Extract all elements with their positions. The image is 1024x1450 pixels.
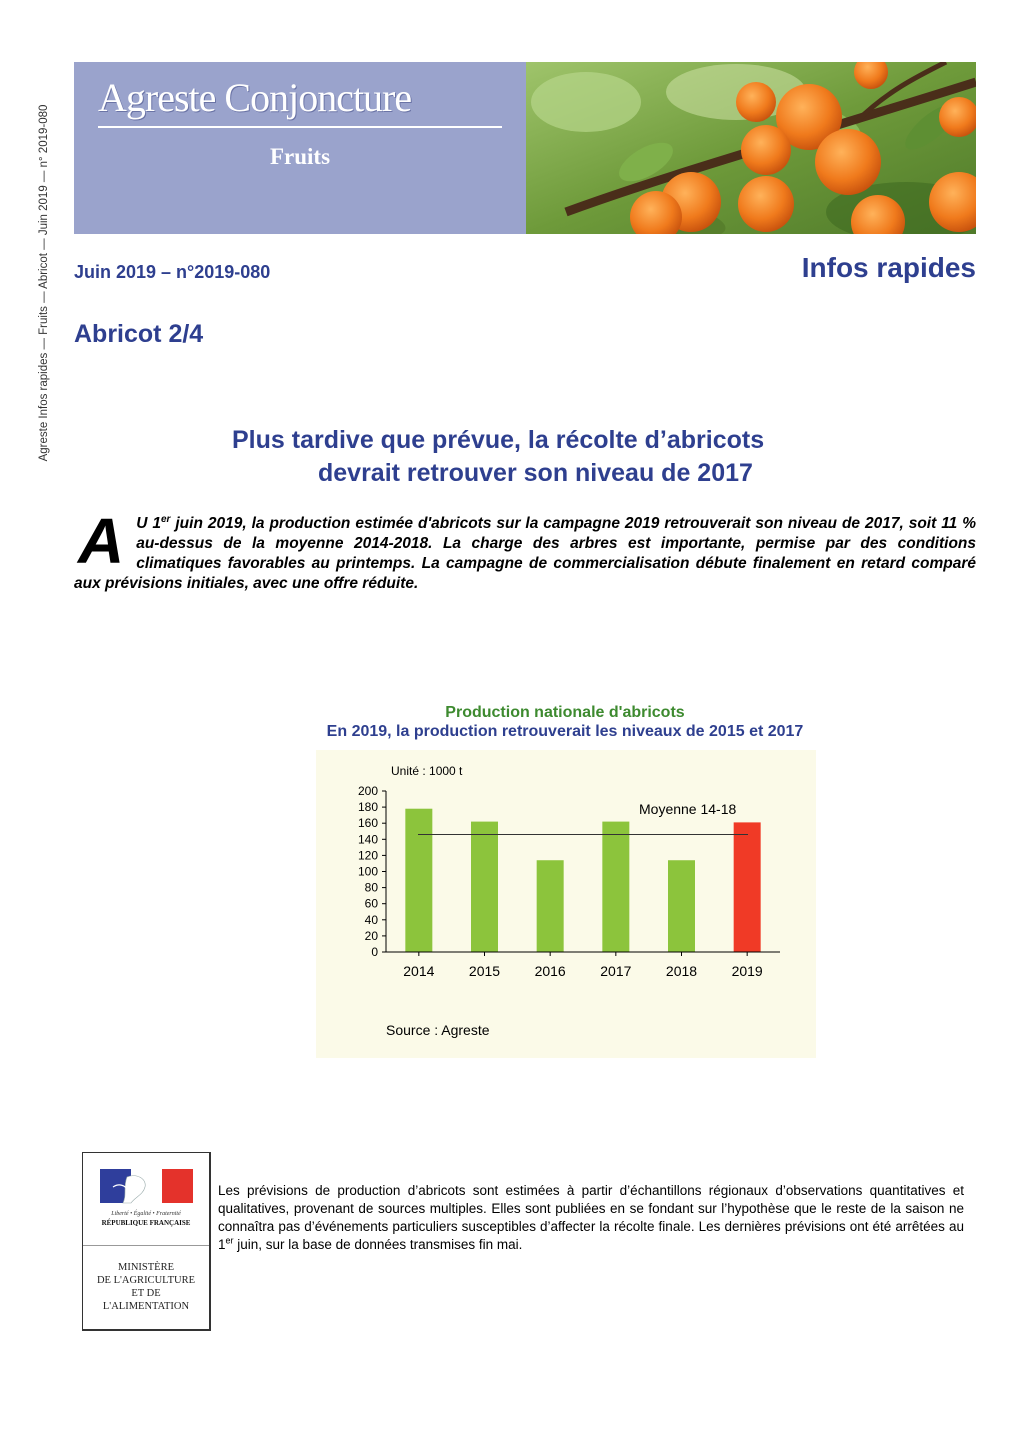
logo-ministry [83,1261,209,1313]
intro-text-start: U 1 [136,515,161,532]
section-title: Abricot 2/4 [74,320,204,348]
chart-x-tick-label: 2017 [600,963,632,979]
apricot-branch-photo [526,62,976,234]
chart-x-tick-label: 2014 [403,963,435,979]
chart-bar [471,822,498,952]
chart-y-tick-label: 80 [364,880,378,895]
logo-ministry-line: L'ALIMENTATION [102,1301,190,1312]
chart-y-tick-label: 20 [364,928,378,943]
intro-text-rest: juin 2019, la production estimée d'abricots sur la campagne 2019 retrouverait son niveau de 2017, soit 11 % au-dessus de la moyenne 2014-2018. La charge des arbres est importante, permise par des conditions climatiques favorables au printemps. La campagne de commercialisation débute finalement en retard comparé aux prévisions initiales, avec une offre réduite. [74,515,976,592]
banner-title-panel [74,62,526,234]
chart-unit-label: Unité : 1000 t [391,764,463,778]
chart-x-tick-label: 2018 [665,963,698,979]
chart-y-tick-label: 140 [357,832,378,847]
brand-logo-text: Agreste Conjoncture [98,75,412,120]
chart-x-tick-label: 2019 [731,963,763,979]
chart-source: Source : Agreste [386,1022,490,1038]
chart-title: Production nationale d'abricots [445,704,685,721]
chart-y-tick-label: 60 [364,896,378,911]
chart-y-tick-label: 40 [364,912,378,927]
chart-y-tick-label: 100 [357,864,378,879]
vertical-margin-label [36,68,52,498]
marianne-flag-icon [83,1153,209,1209]
headline [74,424,976,490]
brand-underline [98,126,502,128]
chart-reference-label: Moyenne 14-18 [639,801,737,817]
chart-canvas [316,750,816,1058]
chart-bar [602,822,629,952]
chart-y-tick-label: 180 [357,800,378,815]
logo-ministry-line: DE L'AGRICULTURE [96,1275,196,1286]
ministry-logo [82,1152,211,1331]
issue-number: Juin 2019 – n°2019-080 [74,262,271,282]
series-label: Infos rapides [801,252,976,283]
logo-republic: RÉPUBLIQUE FRANÇAISE [101,1219,191,1227]
logo-ministry-line: ET DE [131,1288,161,1299]
banner-subtitle: Fruits [269,144,331,169]
intro-paragraph [74,505,976,594]
chart-subtitle: En 2019, la production retrouverait les niveaux de 2015 et 2017 [326,723,804,740]
note-text-start: Les prévisions de production d’abricots sont estimées à partir d’échantillons régionaux d’observations quantitatives et qualitatives, provenant de sources multiples. Elles sont publiées en se fondant sur l’hypothèse que le reste de la saison ne connaîtra pas d’événements particuliers susceptibles d’affecter la récolte finale. Les dernières prévisions ont été arrêtées au 1 [218,1183,964,1252]
chart-bar [537,860,564,952]
chart-y-tick-label: 200 [357,784,378,798]
logo-motto: Liberté • Égalité • Fraternité [111,1211,181,1217]
logo-ministry-line: MINISTÈRE [118,1262,174,1273]
margin-label-text: Agreste Infos rapides — Fruits — Abricot — Juin 2019 — n° 2019-080 [38,104,50,462]
headline-line-2: devrait retrouver son niveau de 2017 [318,459,753,487]
chart-y-tick-label: 160 [357,816,378,831]
headline-line-1: Plus tardive que prévue, la récolte d’abricots [232,426,765,454]
chart-bar [734,822,761,952]
chart-x-tick-label: 2016 [534,963,566,979]
chart-y-tick-label: 120 [357,848,378,863]
chart-bar [668,860,695,952]
logo-divider [83,1245,209,1246]
chart-bar [405,809,432,952]
note-superscript: er [225,1235,234,1246]
chart-y-tick-label: 0 [371,945,378,959]
chart-x-tick-label: 2015 [468,963,501,979]
header-banner [74,62,976,234]
production-chart [316,750,816,1058]
drop-cap: A [78,505,125,577]
methodology-note [218,1182,964,1254]
note-text-rest: juin, sur la base de données transmises fin mai. [233,1237,523,1252]
intro-superscript: er [160,513,171,525]
